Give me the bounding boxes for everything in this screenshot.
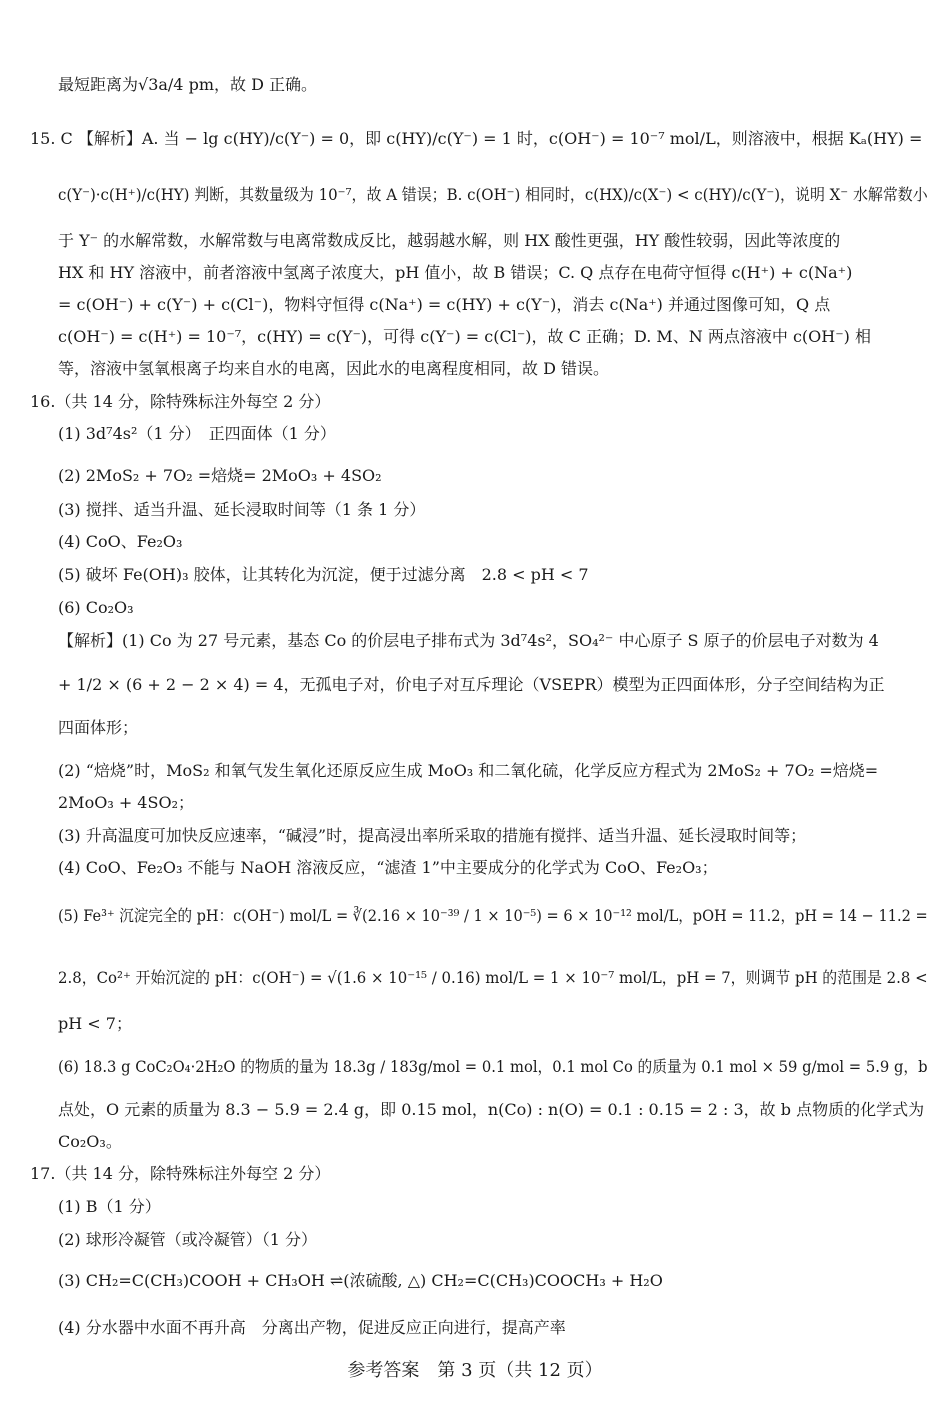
question-17-heading: 17.（共 14 分，除特殊标注外每空 2 分） (30, 1164, 331, 1183)
answer-line: (2) 2MoS₂ + 7O₂ =焙烧= 2MoO₃ + 4SO₂ (58, 466, 382, 485)
answer-line: (3) CH₂=C(CH₃)COOH + CH₃OH ⇌(浓硫酸, △) CH₂=C(CH₃)COOCH₃ + H₂O (58, 1271, 663, 1290)
text-line: c(Y⁻)·c(H⁺)/c(HY) 判断，其数量级为 10⁻⁷，故 A 错误；B. c(OH⁻) 相同时，c(HX)/c(X⁻) < c(HY)/c(Y⁻)，说明 X⁻ 水解常数小 (58, 185, 928, 204)
text-line: 于 Y⁻ 的水解常数，水解常数与电离常数成反比，越弱越水解，则 HX 酸性更强，HY 酸性较弱，因此等浓度的 (58, 231, 841, 250)
page-footer: 参考答案 第 3 页（共 12 页） (347, 1360, 603, 1381)
answer-line: (4) 分水器中水面不再升高 分离出产物，促进反应正向进行，提高产率 (58, 1318, 566, 1337)
text-line: 点处，O 元素的质量为 8.3 − 5.9 = 2.4 g，即 0.15 mol，n(Co) : n(O) = 0.1 : 0.15 = 2 : 3，故 b 点物质的化学式为 (58, 1100, 925, 1119)
answer-line: (4) CoO、Fe₂O₃ (58, 532, 183, 551)
text-line: c(OH⁻) = c(H⁺) = 10⁻⁷，c(HY) = c(Y⁻)，可得 c(Y⁻) = c(Cl⁻)，故 C 正确；D. M、N 两点溶液中 c(OH⁻) 相 (58, 327, 871, 346)
text-line: (2) “焙烧”时，MoS₂ 和氧气发生氧化还原反应生成 MoO₃ 和二氧化硫，化学反应方程式为 2MoS₂ + 7O₂ =焙烧= (58, 761, 879, 780)
analysis-line: 【解析】(1) Co 为 27 号元素，基态 Co 的价层电子排布式为 3d⁷4s²，SO₄²⁻ 中心原子 S 原子的价层电子对数为 4 (58, 631, 879, 650)
text-line: Co₂O₃。 (58, 1132, 122, 1151)
text-line: (3) 升高温度可加快反应速率，“碱浸”时，提高浸出率所采取的措施有搅拌、适当升温、延长浸取时间等； (58, 826, 807, 845)
text-line: (5) Fe³⁺ 沉淀完全的 pH：c(OH⁻) mol/L = ∛(2.16 × 10⁻³⁹ / 1 × 10⁻⁵) = 6 × 10⁻¹² mol/L，pOH = 11.2，pH = 14 − 11.2 = (58, 906, 928, 925)
answer-line: (1) B（1 分） (58, 1197, 161, 1216)
answer-line: (6) Co₂O₃ (58, 598, 134, 617)
answer-line: (1) 3d⁷4s²（1 分） 正四面体（1 分） (58, 424, 336, 443)
question-16-heading: 16.（共 14 分，除特殊标注外每空 2 分） (30, 392, 331, 411)
text-line: 最短距离为√3a/4 pm，故 D 正确。 (58, 75, 317, 94)
question-15-line: 15. C 【解析】A. 当 − lg c(HY)/c(Y⁻) = 0，即 c(HY)/c(Y⁻) = 1 时，c(OH⁻) = 10⁻⁷ mol/L，则溶液中，根据 Kₐ(HY) = (30, 129, 923, 148)
answer-line: (3) 搅拌、适当升温、延长浸取时间等（1 条 1 分） (58, 500, 426, 519)
text-line: (6) 18.3 g CoC₂O₄·2H₂O 的物质的量为 18.3g / 183g/mol = 0.1 mol，0.1 mol Co 的质量为 0.1 mol × 59 g/mol = 5.9 g，b (58, 1057, 928, 1076)
text-line: 2.8，Co²⁺ 开始沉淀的 pH：c(OH⁻) = √(1.6 × 10⁻¹⁵ / 0.16) mol/L = 1 × 10⁻⁷ mol/L，pH = 7，则调节 pH 的范围是 2.8 < (58, 968, 928, 987)
text-line: = c(OH⁻) + c(Y⁻) + c(Cl⁻)，物料守恒得 c(Na⁺) = c(HY) + c(Y⁻)，消去 c(Na⁺) 并通过图像可知，Q 点 (58, 295, 831, 314)
answer-line: (2) 球形冷凝管（或冷凝管）（1 分） (58, 1230, 318, 1249)
text-line: (4) CoO、Fe₂O₃ 不能与 NaOH 溶液反应，“滤渣 1”中主要成分的化学式为 CoO、Fe₂O₃； (58, 858, 718, 877)
text-line: + 1/2 × (6 + 2 − 2 × 4) = 4，无孤电子对，价电子对互斥理论（VSEPR）模型为正四面体形，分子空间结构为正 (58, 675, 885, 694)
text-line: 等，溶液中氢氧根离子均来自水的电离，因此水的电离程度相同，故 D 错误。 (58, 359, 610, 378)
answer-line: (5) 破坏 Fe(OH)₃ 胶体，让其转化为沉淀，便于过滤分离 2.8 < pH < 7 (58, 565, 589, 584)
text-line: pH < 7； (58, 1014, 132, 1033)
text-line: HX 和 HY 溶液中，前者溶液中氢离子浓度大，pH 值小，故 B 错误；C. Q 点存在电荷守恒得 c(H⁺) + c(Na⁺) (58, 263, 853, 282)
text-line: 2MoO₃ + 4SO₂； (58, 793, 194, 812)
text-line: 四面体形； (58, 718, 139, 737)
